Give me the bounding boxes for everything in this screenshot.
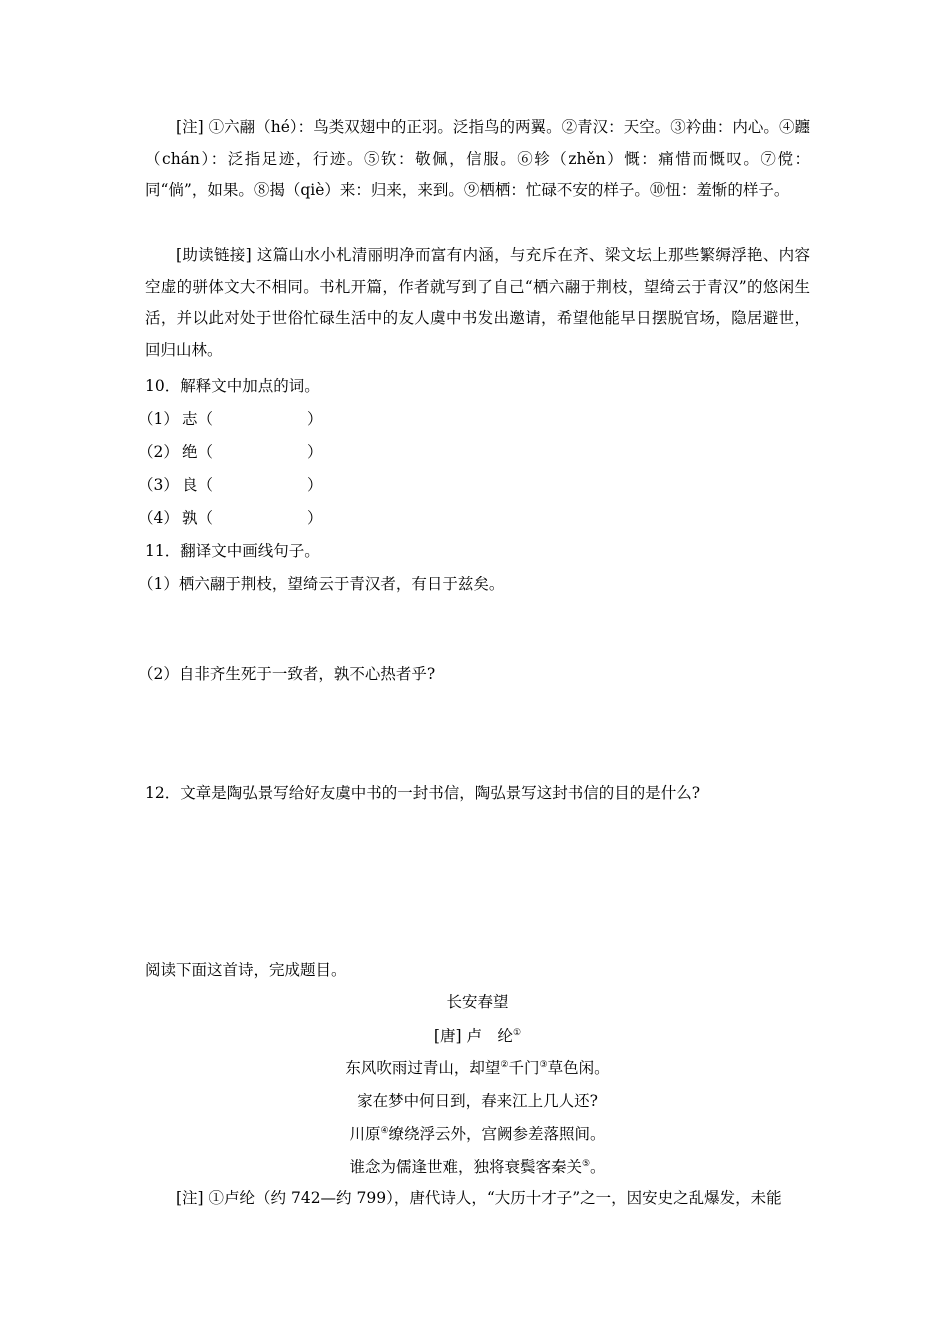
poem-author-name: 卢 纶: [466, 1027, 513, 1045]
item-word: 良: [182, 476, 198, 494]
q10-item-1: [138, 409, 323, 429]
open-paren: （: [197, 443, 214, 461]
q10-item-2: [138, 442, 323, 462]
footnote-mark: ④: [380, 1126, 389, 1136]
poem-author: [145, 1026, 810, 1046]
link-label: [助读链接]: [176, 246, 252, 264]
close-paren: ）: [307, 476, 323, 494]
footnote-mark: ②: [500, 1060, 509, 1070]
poem-text: 。: [590, 1158, 606, 1176]
poem-title: 长安春望: [446, 993, 509, 1011]
poem-text: 千门: [508, 1059, 540, 1077]
item-word: 志: [182, 410, 198, 428]
note-label: [注]: [176, 1189, 204, 1207]
open-paren: （: [197, 410, 214, 428]
question-12-title: 12．文章是陶弘景写给好友虞中书的一封书信，陶弘景写这封书信的目的是什么?: [145, 784, 701, 802]
item-number: （2）: [138, 443, 179, 461]
poem-line-4: [145, 1157, 810, 1177]
poem-line-2: 家在梦中何日到，春来江上几人还?: [357, 1092, 598, 1110]
note-text: ①卢纶（约 742—约 799），唐代诗人，“大历十才子”之一，因安史之乱爆发，未能: [208, 1189, 782, 1207]
reading-aid-link: [145, 240, 810, 366]
item-number: （3）: [138, 476, 179, 494]
footnote-mark: ③: [539, 1060, 548, 1070]
q10-item-3: [138, 475, 323, 495]
poem-line-3: [145, 1124, 810, 1144]
q10-item-4: [138, 508, 323, 528]
poem-intro: 阅读下面这首诗，完成题目。: [145, 961, 347, 979]
poem-text: 川原: [349, 1125, 381, 1143]
item-word: 孰: [182, 509, 198, 527]
annotation-note: [145, 112, 810, 207]
item-word: 绝: [182, 443, 198, 461]
q11-sentence-2: （2）自非齐生死于一致者，孰不心热者乎?: [138, 665, 436, 683]
poem-text: 谁念为儒逢世难，独将衰鬓客秦关: [349, 1158, 582, 1176]
poem-dynasty: [唐]: [433, 1027, 462, 1045]
link-text: 这篇山水小札清丽明净而富有内涵，与充斥在齐、梁文坛上那些繁缛浮艳、内容空虚的骈体文大不相同。书札开篇，作者就写到了自己“栖六翮于荆枝，望绮云于青汉”的悠闲生活，并以此对处于世俗忙碌生活中的友人虞中书发出邀请，希望他能早日摆脱官场，隐居避世，回归山林。: [145, 246, 810, 359]
footnote-mark: ①: [512, 1028, 522, 1038]
question-10-title: 10．解释文中加点的词。: [145, 377, 320, 395]
question-11-title: 11．翻译文中画线句子。: [145, 542, 320, 560]
poem-text: 草色闲。: [547, 1059, 610, 1077]
note-label: [注]: [176, 118, 204, 136]
poem-annotation: [176, 1188, 782, 1208]
poem-text: 东风吹雨过青山，却望: [345, 1059, 501, 1077]
open-paren: （: [197, 509, 214, 527]
q11-sentence-1: （1）栖六翮于荆枝，望绮云于青汉者，有日于兹矣。: [138, 575, 505, 593]
poem-text: 缭绕浮云外，宫阙参差落照间。: [388, 1125, 606, 1143]
close-paren: ）: [307, 443, 323, 461]
footnote-mark: ⑤: [581, 1159, 591, 1169]
note-text: ①六翮（hé）：鸟类双翅中的正羽。泛指鸟的两翼。②青汉：天空。③衿曲：内心。④躔（chán）：泛指足迹，行迹。⑤钦：敬佩，信服。⑥轸（zhěn）慨：痛惜而慨叹。⑦傥：同“倘”，如果。⑧揭（qiè）来：归来，来到。⑨栖栖：忙碌不安的样子。⑩忸：羞惭的样子。: [145, 118, 810, 199]
poem-line-1: [145, 1058, 810, 1078]
close-paren: ）: [307, 509, 323, 527]
item-number: （1）: [138, 410, 179, 428]
close-paren: ）: [307, 410, 323, 428]
open-paren: （: [197, 476, 214, 494]
item-number: （4）: [138, 509, 179, 527]
